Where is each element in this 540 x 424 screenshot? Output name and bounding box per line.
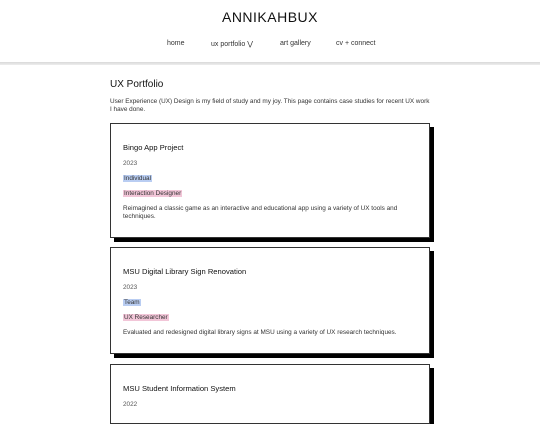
role-tag: Interaction Designer (124, 190, 182, 197)
main-content (110, 66, 432, 114)
nav-ux-portfolio-label: ux portfolio (211, 41, 246, 48)
project-description: Evaluated and redesigned digital library signs at MSU using a variety of UX research techniques. (123, 329, 397, 336)
page-title: UX Portfolio (110, 79, 164, 90)
intro-text: User Experience (UX) Design is my field of study and my joy. This page contains case studies for recent UX work I have done. (110, 98, 430, 113)
main-nav (0, 40, 540, 52)
role-tag: UX Researcher (124, 314, 168, 321)
project-title[interactable]: MSU Student Information System (123, 384, 236, 393)
nav-home[interactable]: home (167, 40, 185, 47)
site-header (0, 0, 540, 62)
team-tag: Individual (124, 175, 152, 182)
project-description: Reimagined a classic game as an interactive and educational app using a variety of UX tools and techniques. (123, 205, 398, 220)
team-tag: Team (124, 299, 140, 306)
site-title[interactable]: ANNIKAHBUX (221, 9, 319, 25)
project-title[interactable]: MSU Digital Library Sign Renovation (123, 267, 247, 276)
project-card-library-sign[interactable] (110, 247, 430, 354)
project-card-student-info[interactable] (110, 364, 430, 424)
project-year: 2022 (123, 401, 138, 408)
nav-cv-connect[interactable]: cv + connect (336, 40, 376, 47)
project-year: 2023 (123, 160, 138, 167)
nav-ux-portfolio[interactable] (211, 40, 253, 48)
header-divider (0, 62, 540, 65)
project-year: 2023 (123, 284, 138, 291)
project-title[interactable]: Bingo App Project (123, 143, 184, 152)
nav-art-gallery[interactable]: art gallery (280, 40, 311, 47)
project-card-bingo[interactable] (110, 123, 430, 238)
chevron-down-icon: ⋁ (247, 41, 253, 48)
